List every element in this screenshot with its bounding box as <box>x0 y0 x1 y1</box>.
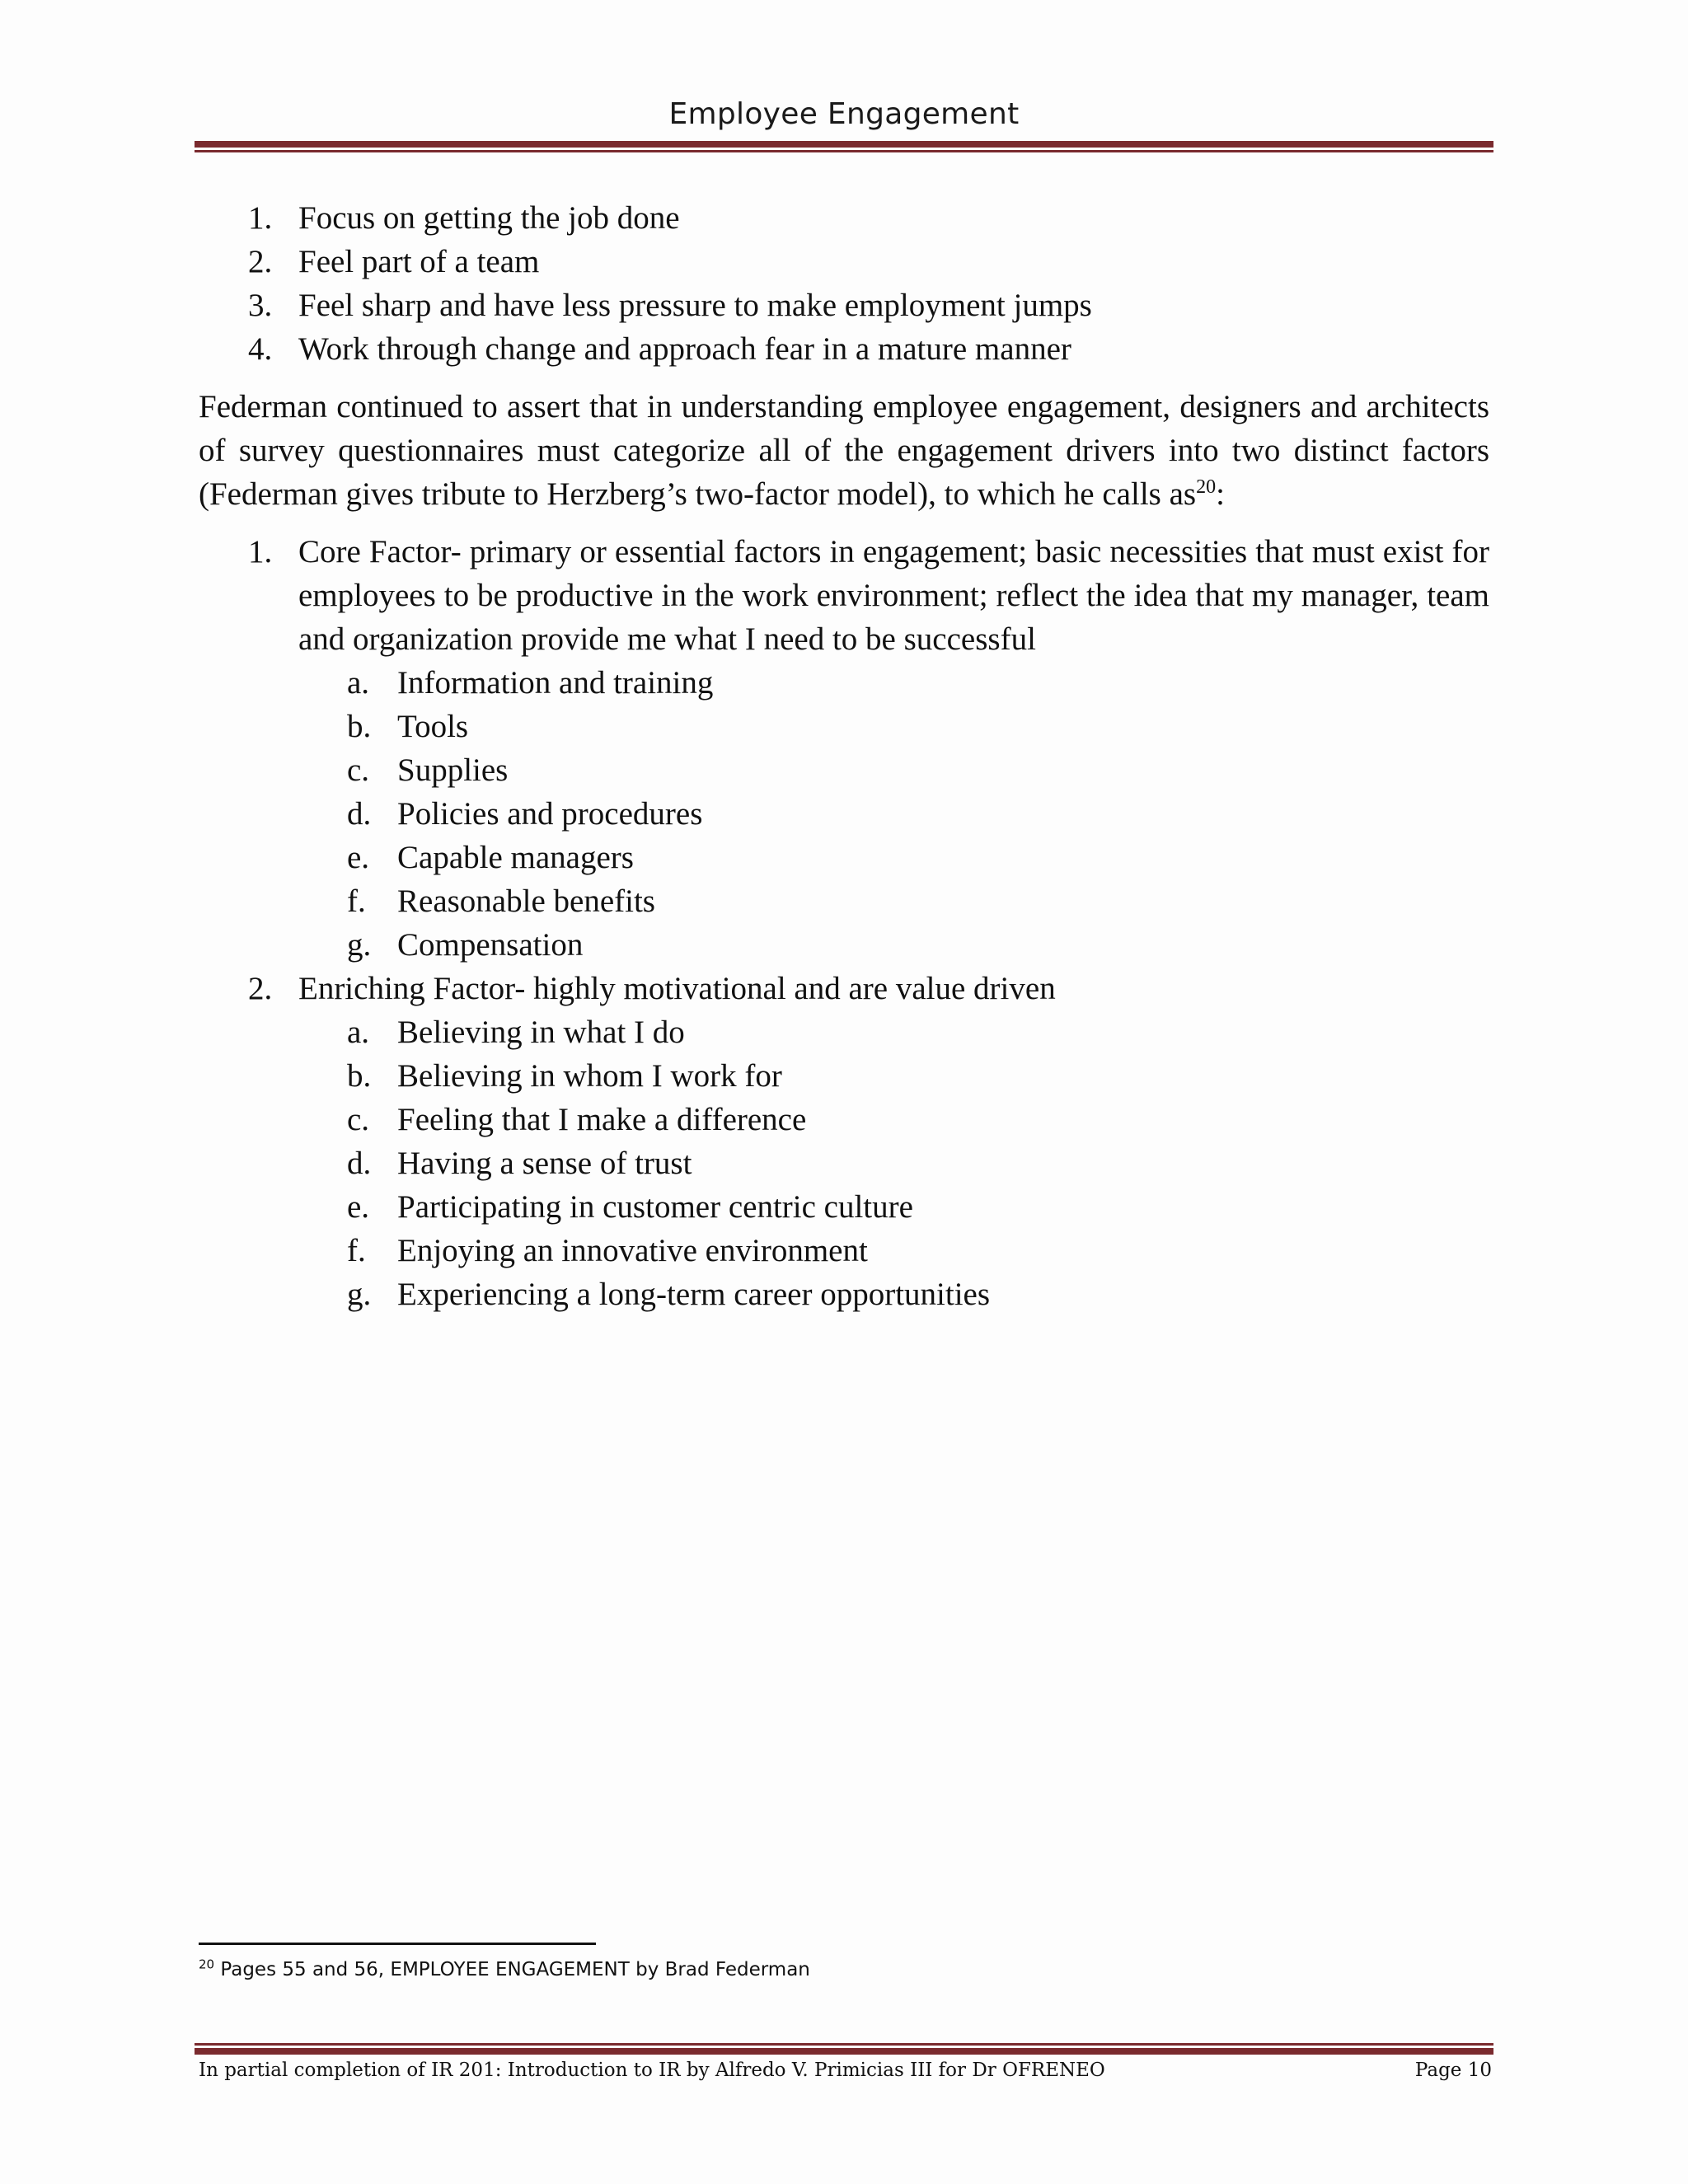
page-body <box>199 196 1489 1316</box>
sub-list-item <box>199 705 1489 748</box>
sub-letter: f. <box>347 1233 366 1268</box>
sub-list-item <box>199 748 1489 792</box>
sub-text: Information and training <box>397 665 714 701</box>
sub-text: Having a sense of trust <box>397 1146 692 1181</box>
list-item <box>199 240 1489 284</box>
page-number: Page 10 <box>1414 2060 1492 2081</box>
sub-text: Capable managers <box>397 840 634 875</box>
drivers-list <box>199 196 1489 371</box>
list-text: Feel sharp and have less pressure to make employment jumps <box>298 288 1092 323</box>
sub-list-item <box>199 1054 1489 1098</box>
sub-letter: g. <box>347 927 372 963</box>
sub-text: Feeling that I make a difference <box>397 1102 807 1137</box>
list-number: 2. <box>248 244 273 279</box>
sub-letter: c. <box>347 752 370 788</box>
sub-list-item <box>199 661 1489 705</box>
paragraph-text: Federman continued to assert that in understanding employee engagement, designers and architects of survey questionnaires must categorize all of the engagement drivers into two distinct factors (Federman gives tribute to Herzberg’s two-factor model), to which he calls as <box>199 389 1489 512</box>
sub-letter: f. <box>347 883 366 919</box>
footnote <box>199 1959 810 1980</box>
sub-text: Tools <box>397 709 469 744</box>
sub-text: Policies and procedures <box>397 796 703 832</box>
sub-letter: b. <box>347 1058 372 1094</box>
sub-list-item <box>199 1010 1489 1054</box>
sub-list-item <box>199 836 1489 879</box>
sub-letter: d. <box>347 796 372 832</box>
sub-list-item <box>199 1185 1489 1229</box>
sub-list-item <box>199 1141 1489 1185</box>
list-text: Focus on getting the job done <box>298 200 680 236</box>
list-number: 4. <box>248 331 273 367</box>
factors-list <box>199 530 1489 1316</box>
list-item <box>199 327 1489 371</box>
list-number: 3. <box>248 288 273 323</box>
list-text: Feel part of a team <box>298 244 540 279</box>
list-item <box>199 196 1489 240</box>
page-header-title: Employee Engagement <box>668 97 1020 131</box>
factor-item-enriching <box>199 967 1489 1010</box>
sub-text: Participating in customer centric culture <box>397 1189 913 1225</box>
footnote-separator <box>199 1943 596 1945</box>
factor-text: Core Factor- primary or essential factors in engagement; basic necessities that must exist for employees to be productive in the work environment; reflect the idea that my manager, team and organization provide me what I need to be successful <box>298 534 1489 657</box>
sub-list-item <box>199 1272 1489 1316</box>
list-text: Work through change and approach fear in a mature manner <box>298 331 1071 367</box>
sub-text: Enjoying an innovative environment <box>397 1233 868 1268</box>
factor-text: Enriching Factor- highly motivational and are value driven <box>298 971 1056 1006</box>
list-number: 1. <box>248 200 273 236</box>
sub-letter: d. <box>347 1146 372 1181</box>
sub-list-item <box>199 792 1489 836</box>
sub-list-item <box>199 1229 1489 1272</box>
sub-letter: a. <box>347 665 370 701</box>
header-divider <box>195 141 1493 152</box>
sub-text: Compensation <box>397 927 584 963</box>
footnote-reference[interactable]: 20 <box>1196 476 1217 498</box>
sub-text: Reasonable benefits <box>397 883 655 919</box>
sub-text: Believing in whom I work for <box>397 1058 782 1094</box>
factor-item-core <box>199 530 1489 661</box>
sub-text: Supplies <box>397 752 509 788</box>
sub-letter: c. <box>347 1102 370 1137</box>
footer-divider <box>195 2043 1493 2055</box>
sub-list-item <box>199 1098 1489 1141</box>
sub-letter: b. <box>347 709 372 744</box>
sub-letter: e. <box>347 1189 370 1225</box>
sub-letter: a. <box>347 1015 370 1050</box>
footnote-text: Pages 55 and 56, EMPLOYEE ENGAGEMENT by Brad Federman <box>214 1959 810 1980</box>
paragraph-end: : <box>1216 476 1225 512</box>
sub-list-item <box>199 879 1489 923</box>
sub-letter: g. <box>347 1277 372 1312</box>
footer-credit: In partial completion of IR 201: Introduction to IR by Alfredo V. Primicias III for Dr OFRENEO <box>199 2060 1105 2081</box>
sub-text: Experiencing a long-term career opportunities <box>397 1277 991 1312</box>
footnote-number: 20 <box>199 1957 215 1972</box>
list-number: 1. <box>248 534 273 569</box>
sub-letter: e. <box>347 840 370 875</box>
sub-list-item <box>199 923 1489 967</box>
body-paragraph <box>199 385 1489 516</box>
list-number: 2. <box>248 971 273 1006</box>
list-item <box>199 284 1489 327</box>
sub-text: Believing in what I do <box>397 1015 685 1050</box>
